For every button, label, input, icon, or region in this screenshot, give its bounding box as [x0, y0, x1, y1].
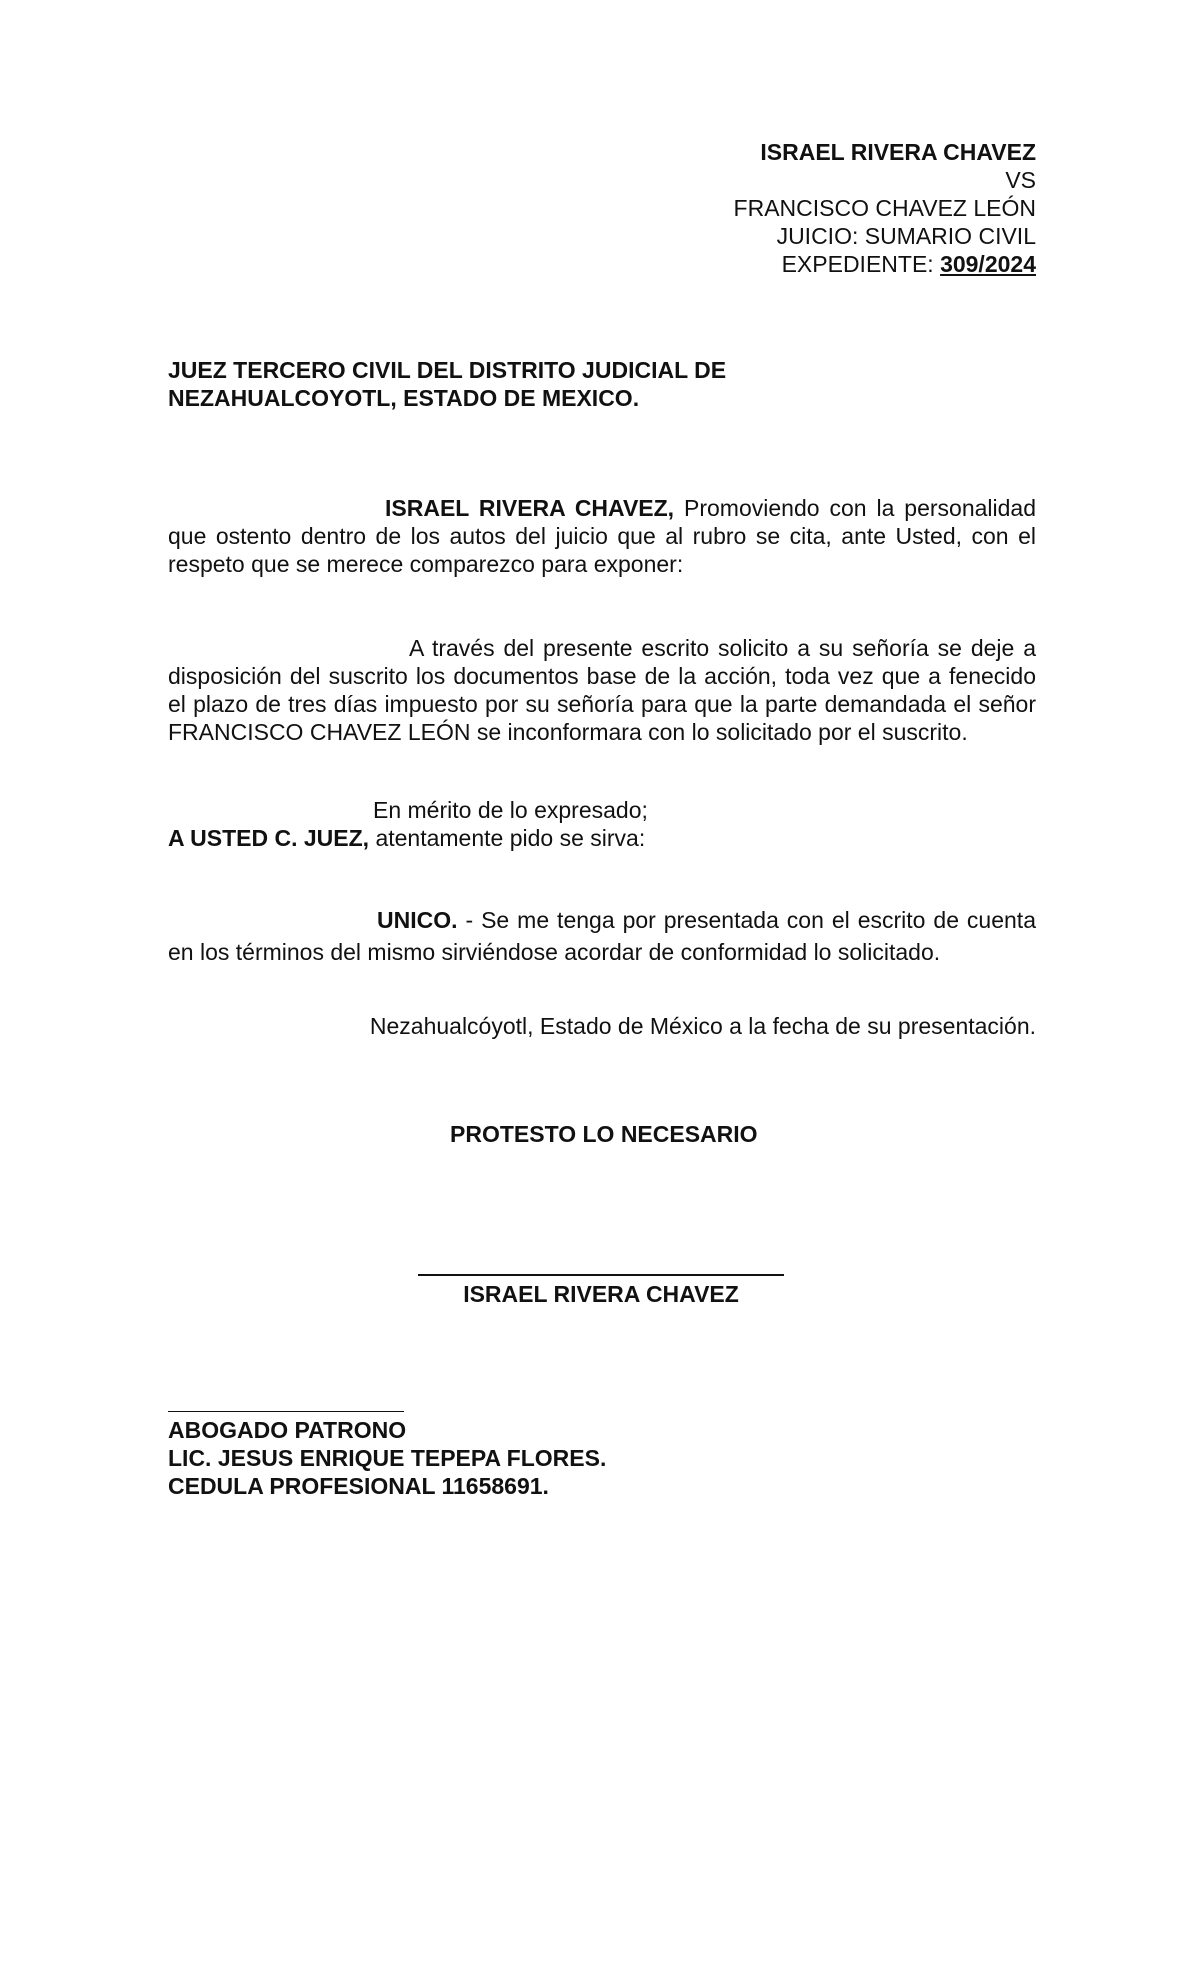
trial-type: JUICIO: SUMARIO CIVIL	[776, 223, 1036, 249]
file-number: 309/2024	[940, 251, 1036, 277]
case-header	[600, 138, 1036, 278]
addressee-line-2: NEZAHUALCOYOTL, ESTADO DE MEXICO.	[168, 385, 640, 411]
intro-paragraph	[168, 494, 1036, 578]
protest-statement: PROTESTO LO NECESARIO	[450, 1121, 758, 1147]
defendant-name: FRANCISCO CHAVEZ LEÓN	[733, 195, 1036, 221]
judge-request-bold: A USTED C. JUEZ,	[168, 825, 370, 851]
intro-name: ISRAEL RIVERA CHAVEZ,	[385, 495, 675, 521]
unico-label: UNICO.	[377, 907, 458, 933]
versus-label: VS	[1005, 167, 1036, 193]
addressee-line-1: JUEZ TERCERO CIVIL DEL DISTRITO JUDICIAL DE	[168, 357, 727, 383]
unico-text: - Se me tenga por presentada con el escrito de cuenta en los términos del mismo sirviéndose acordar de conformidad lo solicitado.	[168, 907, 1036, 965]
place-date: Nezahualcóyotl, Estado de México a la fecha de su presentación.	[369, 1013, 1036, 1039]
lawyer-block	[168, 1416, 868, 1500]
request-paragraph: A través del presente escrito solicito a su señoría se deje a disposición del suscrito los documentos base de la acción, toda vez que a fenecido el plazo de tres días impuesto por su señoría para que la parte demandada el señor FRANCISCO CHAVEZ LEÓN se inconformara con lo solicitado por el suscrito.	[168, 635, 1036, 745]
intro-text: Promoviendo con la personalidad que ostento dentro de los autos del juicio que al rubro se cita, ante Usted, con el respeto que se merece comparezco para exponer:	[168, 495, 1036, 577]
signature-name: ISRAEL RIVERA CHAVEZ	[463, 1281, 739, 1307]
lawyer-role: ABOGADO PATRONO	[168, 1417, 407, 1443]
judge-request-line	[168, 824, 1036, 852]
addressee	[168, 356, 1038, 412]
signature-line	[418, 1274, 784, 1276]
merit-line: En mérito de lo expresado;	[373, 797, 648, 823]
file-label: EXPEDIENTE:	[781, 251, 941, 277]
unico-paragraph	[168, 904, 1036, 968]
lawyer-license: CEDULA PROFESIONAL 11658691.	[168, 1473, 549, 1499]
plaintiff-name: ISRAEL RIVERA CHAVEZ	[760, 139, 1036, 165]
lawyer-name: LIC. JESUS ENRIQUE TEPEPA FLORES.	[168, 1445, 607, 1471]
file-line	[600, 250, 1036, 278]
judge-request-rest: atentamente pido se sirva:	[369, 825, 646, 851]
lawyer-signature-line	[168, 1411, 404, 1412]
